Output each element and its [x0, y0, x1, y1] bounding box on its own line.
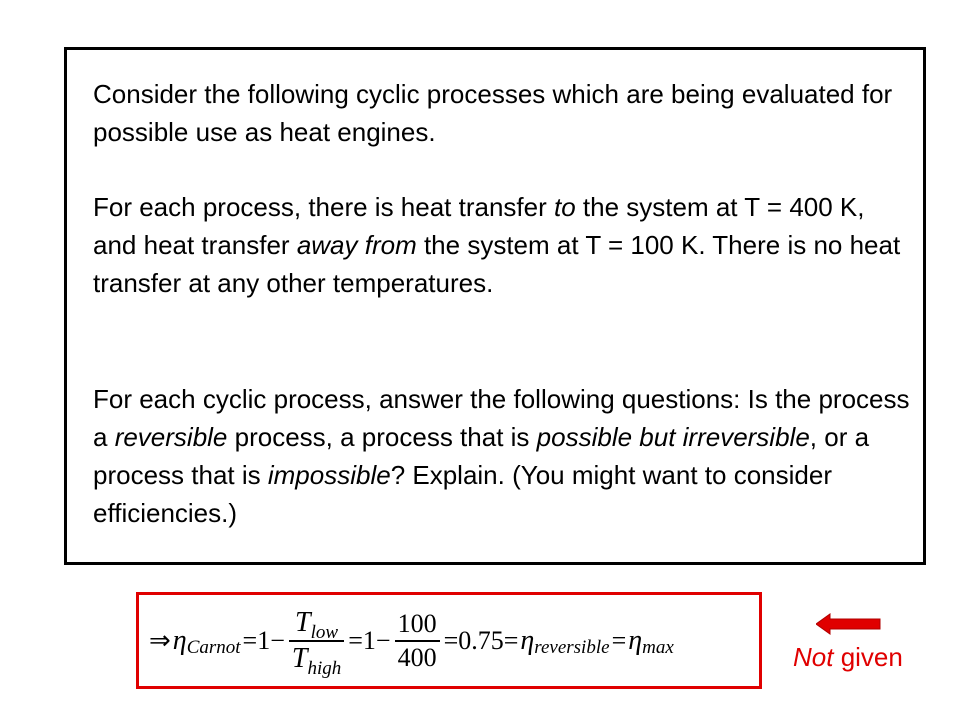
p2-text-a: For each process, there is heat transfer — [93, 192, 554, 222]
p3-text-d: ? Explain. (You might want to consider efficiencies.) — [93, 460, 832, 528]
eta-reversible-symbol: η — [520, 624, 535, 656]
intro-text: Consider the following cyclic processes which are being evaluated for possible use as heat engines. — [93, 79, 893, 147]
sub-carnot: Carnot — [186, 636, 241, 658]
p3-text-c: , or a process that is — [93, 422, 870, 490]
denominator-400: 400 — [395, 640, 440, 673]
problem-statement-box — [64, 47, 926, 565]
numeric-fraction — [395, 609, 440, 673]
equals-value: =0.75= — [443, 625, 519, 655]
t-high-symbol: T — [291, 642, 308, 674]
p2-text-b: the system at T = 400 K, and heat transfer — [93, 192, 865, 260]
left-arrow-icon — [816, 612, 882, 636]
temperature-ratio-fraction — [289, 606, 344, 679]
p3-emphasis-possible: possible but irreversible — [536, 422, 810, 452]
efficiency-formula-box — [136, 592, 762, 689]
implies-symbol: ⇒ — [149, 625, 171, 656]
not-emphasis: Not — [793, 642, 834, 672]
sub-low: low — [310, 621, 339, 643]
questions-paragraph — [93, 380, 913, 532]
equals-one-minus-1: =1− — [242, 625, 285, 655]
equals-sign: = — [611, 625, 627, 655]
not-given-note — [793, 642, 903, 673]
p2-text-c: the system at T = 100 K. There is no heat transfer at any other temperatures. — [93, 230, 901, 298]
intro-paragraph — [93, 75, 913, 151]
p3-text-b: process, a process that is — [227, 422, 537, 452]
p3-emphasis-impossible: impossible — [267, 460, 391, 490]
given-text: given — [833, 642, 903, 672]
p2-emphasis-away: away from — [296, 230, 417, 260]
p2-emphasis-to: to — [554, 192, 576, 222]
carnot-efficiency-formula — [149, 595, 755, 686]
t-low-symbol: T — [295, 606, 311, 638]
eta-max-symbol: η — [628, 624, 643, 656]
equals-one-minus-2: =1− — [348, 625, 391, 655]
sub-high: high — [307, 657, 342, 679]
sub-reversible: reversible — [534, 636, 610, 658]
numerator-100: 100 — [397, 608, 437, 638]
sub-max: max — [642, 636, 674, 658]
heat-transfer-paragraph — [93, 188, 913, 302]
eta-carnot-symbol: η — [172, 624, 187, 656]
p3-emphasis-reversible: reversible — [114, 422, 228, 452]
p3-text-a: For each cyclic process, answer the following questions: Is the process a — [93, 384, 910, 452]
